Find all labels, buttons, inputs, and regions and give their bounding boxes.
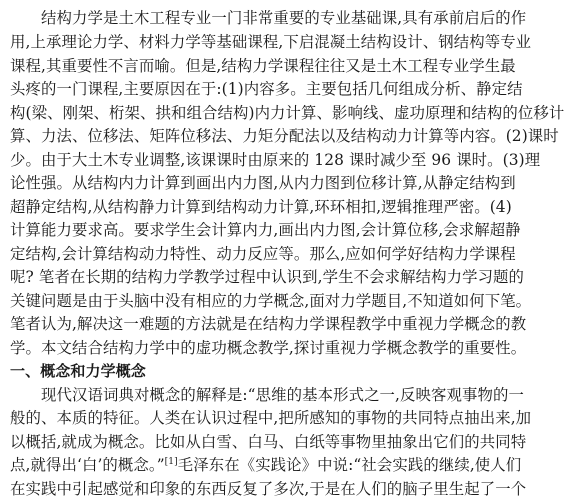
paragraph-line: 计算能力要求高。要求学生会计算内力,画出内力图,会计算位移,会求解超静 [10, 221, 521, 239]
paragraph-line: 构(梁、刚架、桁架、拱和组合结构)内力计算、影响线、虚功原理和结构的位移计 [10, 104, 564, 122]
paragraph-line: 头疼的一门课程,主要原因在于:(1)内容多。主要包括几何组成分析、静定结 [10, 80, 523, 98]
paragraph-line: 用,上承理论力学、材料力学等基础课程,下启混凝土结构设计、钢结构等专业 [10, 33, 532, 51]
paragraph-line: 结构力学是土木工程专业一门非常重要的专业基础课,具有承前启后的作 [41, 9, 527, 27]
line-text: 毛泽东在《实践论》中说:“社会实践的继续,使人们 [177, 456, 522, 474]
paragraph-line: 以概括,就成为概念。比如从白雪、白马、白纸等事物里抽象出它们的共同特 [10, 433, 527, 451]
paragraph-line: 算、力法、位移法、矩阵位移法、力矩分配法以及结构动力计算等内容。(2)课时 [10, 127, 559, 145]
paragraph-line: 笔者认为,解决这一难题的方法就是在结构力学课程教学中重视力学概念的教 [10, 315, 527, 333]
paragraph-line: 定结构,会计算结构动力特性、动力反应等。那么,应如何学好结构力学课程 [10, 245, 516, 263]
paragraph-line: 学。本文结合结构力学中的虚功概念教学,探讨重视力学概念教学的重要性。 [10, 339, 527, 357]
paragraph-line: 现代汉语词典对概念的解释是:“思维的基本形式之一,反映客观事物的一 [41, 386, 524, 404]
line-text: 点,就得出‘白’的概念。” [10, 456, 165, 474]
paragraph-line: 般的、本质的特征。人类在认识过程中,把所感知的事物的共同特点抽出来,加 [10, 409, 532, 427]
paragraph-line [10, 453, 522, 477]
paragraph-line: 少。由于大土木专业调整,该课课时由原来的 128 课时减少至 96 课时。(3)理 [10, 151, 541, 169]
paragraph-line: 论性强。从结构内力计算到画出内力图,从内力图到位移计算,从静定结构到 [10, 174, 516, 192]
paragraph-line: 课程,其重要性不言而喻。但是,结构力学课程往往又是土木工程专业学生最 [10, 57, 516, 75]
paragraph-line: 在实践中引起感觉和印象的东西反复了多次,于是在人们的脑子里生起了一个 [10, 480, 527, 498]
section-heading: 一、概念和力学概念 [10, 362, 146, 380]
paragraph-line: 呢? 笔者在长期的结构力学教学过程中认识到,学生不会求解结构力学习题的 [10, 268, 525, 286]
paragraph-line: 超静定结构,从结构静力计算到结构动力计算,环环相扣,逻辑推理严密。(4) [10, 198, 512, 216]
citation-ref: [1] [164, 456, 178, 467]
paragraph-line: 关键问题是由于头脑中没有相应的力学概念,面对力学题目,不知道如何下笔。 [10, 292, 532, 310]
